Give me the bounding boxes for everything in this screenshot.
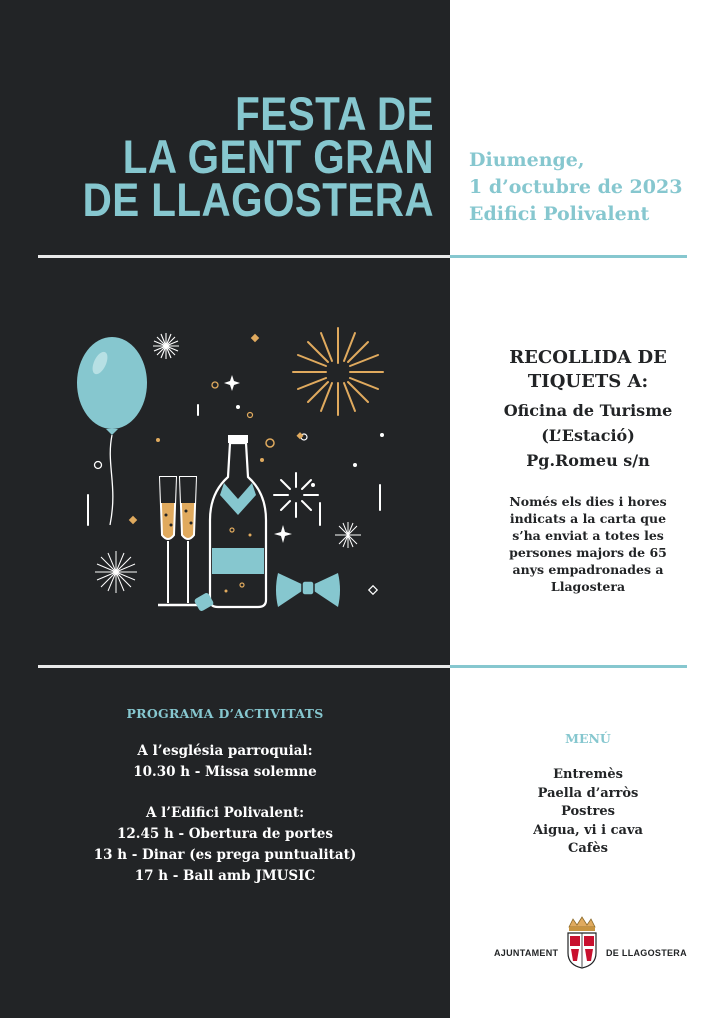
pickup-note-line: anys empadronades a (512, 562, 664, 577)
celebration-illustration (70, 325, 400, 615)
menu-item: Aigua, vi i cava (533, 822, 643, 838)
poster-title (73, 87, 435, 226)
logo-left-text: AJUNTAMENT (494, 948, 559, 958)
bow-tie-icon (276, 573, 340, 607)
firework-gold-icon (293, 328, 383, 415)
menu-section (463, 731, 713, 859)
title-line-3: DE LLAGOSTERA (82, 173, 434, 226)
program-title: PROGRAMA D’ACTIVITATS (126, 706, 324, 721)
menu-items (463, 766, 713, 859)
title-line-1: FESTA DE (235, 87, 434, 140)
menu-item: Cafès (568, 841, 608, 856)
pickup-note-line: Només els dies i hores (509, 494, 667, 509)
llagostera-coat-of-arms-icon (563, 915, 601, 969)
event-info (469, 147, 709, 228)
program-item: 17 h - Ball amb JMUSIC (134, 868, 316, 884)
menu-item: Entremès (553, 767, 623, 782)
program-item: 12.45 h - Obertura de portes (116, 826, 333, 842)
bottom-divider-light (450, 665, 687, 668)
pickup-title-line-2: TIQUETS A: (527, 371, 649, 392)
program-building-block (40, 803, 410, 887)
activity-program (40, 706, 410, 887)
champagne-bottle-icon (210, 435, 266, 607)
ticket-pickup-info (462, 346, 714, 595)
top-divider-dark (38, 255, 450, 258)
pickup-place (462, 398, 714, 473)
champagne-glasses-icon (158, 477, 198, 605)
program-item: 13 h - Dinar (es prega puntualitat) (93, 847, 357, 863)
firework-white-icon (274, 473, 318, 517)
program-item: 10.30 h - Missa solemne (133, 764, 317, 780)
pickup-note-line: Llagostera (550, 579, 626, 594)
menu-item: Paella d’arròs (537, 785, 639, 801)
firework-small-right-icon (335, 522, 361, 548)
town-hall-logo (463, 913, 713, 973)
event-venue: Edifici Polivalent (469, 203, 650, 225)
pickup-place-line-1: Oficina de Turisme (503, 401, 673, 420)
program-building-heading: A l’Edifici Polivalent: (145, 805, 305, 821)
pickup-note-line: persones majors de 65 (509, 545, 667, 560)
program-church-block (40, 741, 410, 783)
program-church-heading: A l’església parroquial: (137, 743, 313, 759)
bottom-divider-dark (38, 665, 450, 668)
pickup-title-line-1: RECOLLIDA DE (509, 347, 667, 368)
title-line-2: LA GENT GRAN (122, 130, 435, 183)
event-day: Diumenge, (469, 149, 585, 171)
menu-title: MENÚ (565, 731, 611, 746)
pickup-note-line: s’ha enviat a totes les (512, 528, 664, 543)
top-divider-light (450, 255, 687, 258)
menu-item: Postres (561, 804, 615, 819)
event-date: 1 d’octubre de 2023 (469, 176, 683, 198)
pickup-place-line-3: Pg.Romeu s/n (526, 451, 650, 470)
logo-right-text: DE LLAGOSTERA (606, 948, 687, 958)
pickup-note (462, 493, 714, 595)
firework-small-left-icon (95, 551, 137, 593)
firework-small-icon (153, 333, 179, 359)
pickup-note-line: indicats a la carta que (509, 511, 667, 526)
pickup-place-line-2: (L’Estació) (541, 426, 635, 445)
